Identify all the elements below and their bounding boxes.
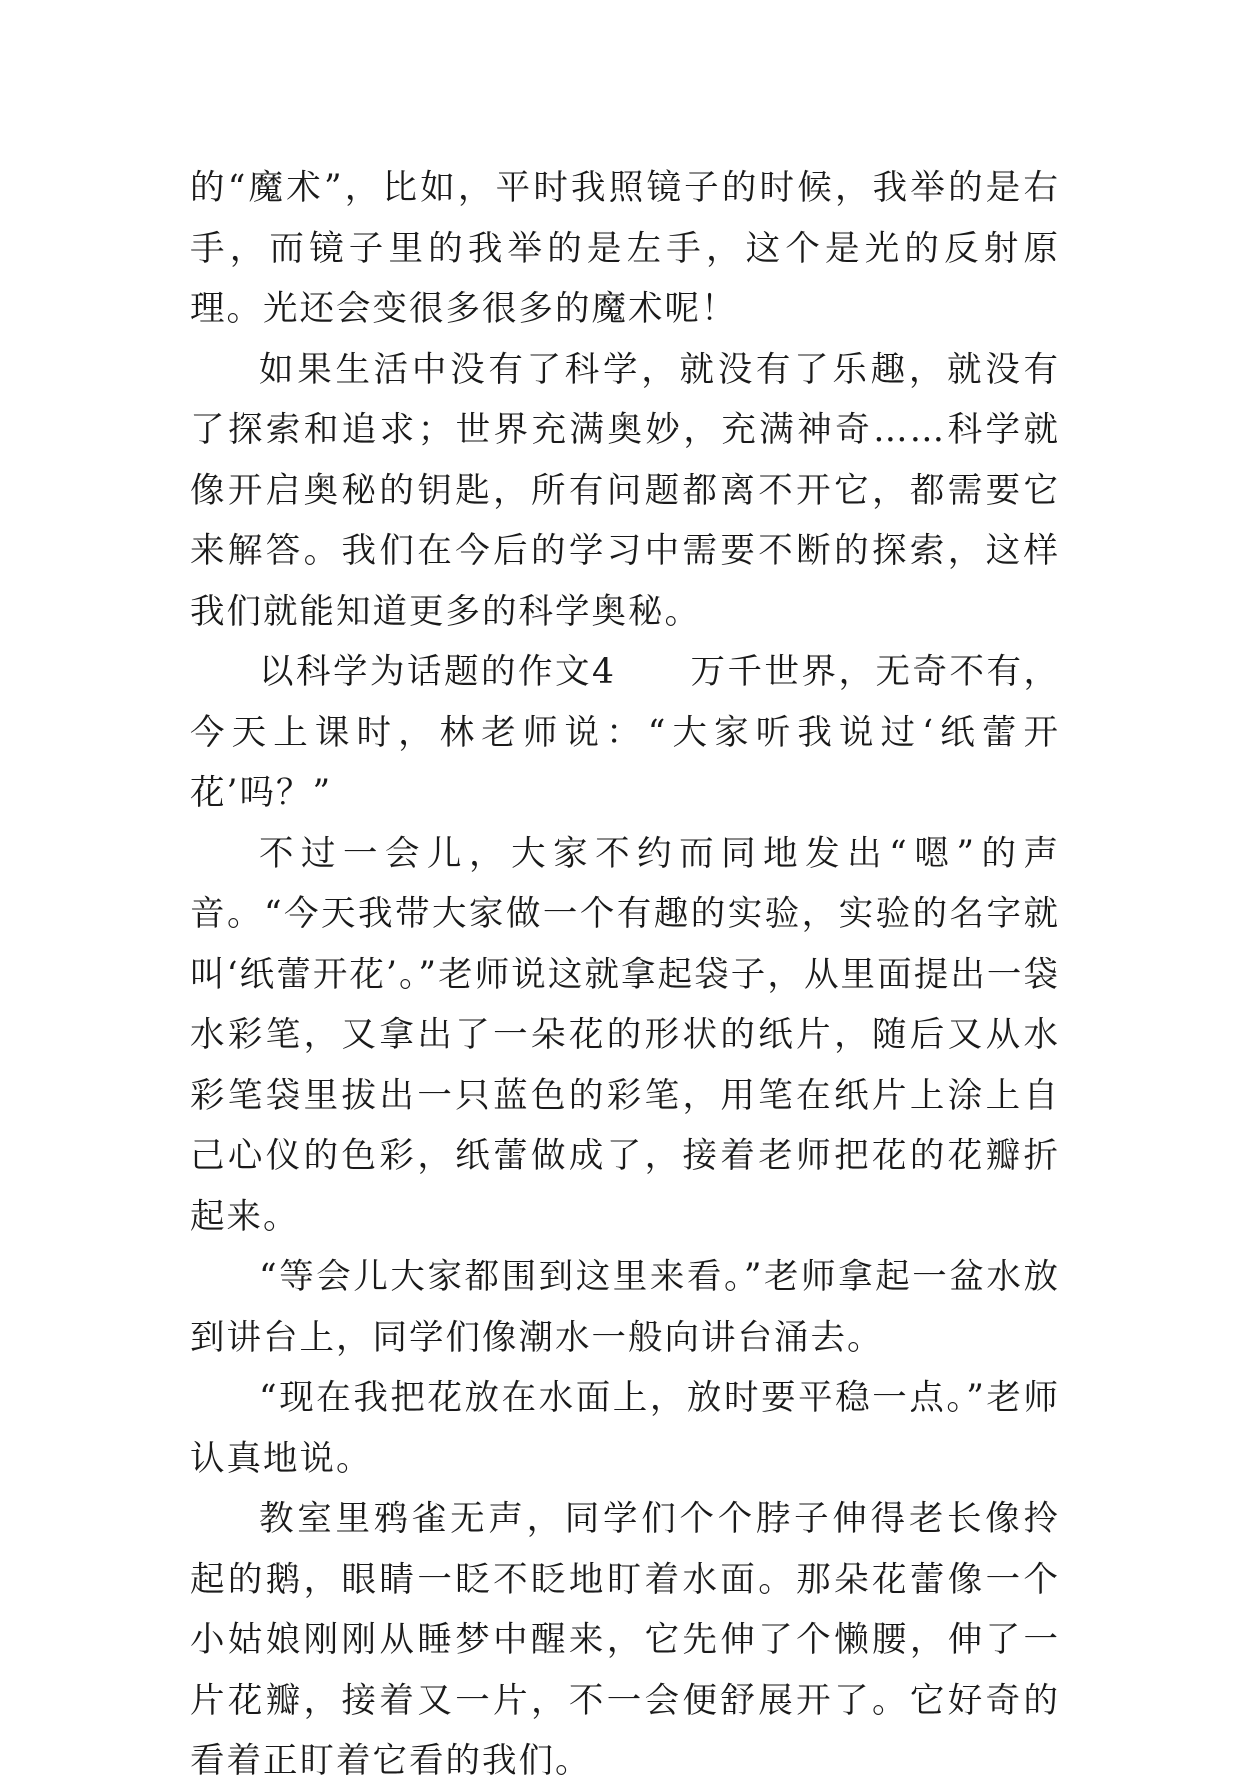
essay-body	[190, 158, 1060, 1792]
paragraph-1: 的“魔术”，比如，平时我照镜子的时候，我举的是右手，而镜子里的我举的是左手，这个是光的反射原理。光还会变很多很多的魔术呢！	[190, 168, 1060, 329]
paragraph-7: 教室里鸦雀无声，同学们个个脖子伸得老长像拎起的鹅，眼睛一眨不眨地盯着水面。那朵花蕾像一个小姑娘刚刚从睡梦中醒来，它先伸了个懒腰，伸了一片花瓣，接着又一片，不一会便舒展开了。它好奇的看着正盯着它看的我们。	[190, 1499, 1060, 1781]
paragraph-6: “现在我把花放在水面上，放时要平稳一点。”老师认真地说。	[190, 1378, 1060, 1479]
paragraph-2: 如果生活中没有了科学，就没有了乐趣，就没有了探索和追求；世界充满奥妙，充满神奇……科学就像开启奥秘的钥匙，所有问题都离不开它，都需要它来解答。我们在今后的学习中需要不断的探索，这样我们就能知道更多的科学奥秘。	[190, 349, 1060, 632]
paragraph-3: 以科学为话题的作文4 万千世界，无奇不有，今天上课时，林老师说：“大家听我说过‘纸蕾开花’吗？”	[190, 652, 1060, 813]
paragraph-5: “等会儿大家都围到这里来看。”老师拿起一盆水放到讲台上，同学们像潮水一般向讲台涌去。	[190, 1257, 1060, 1358]
paragraph-4: 不过一会儿，大家不约而同地发出“嗯”的声音。“今天我带大家做一个有趣的实验，实验的名字就叫‘纸蕾开花’。”老师说这就拿起袋子，从里面提出一袋水彩笔，又拿出了一朵花的形状的纸片，随后又从水彩笔袋里拔出一只蓝色的彩笔，用笔在纸片上涂上自己心仪的色彩，纸蕾做成了，接着老师把花的花瓣折起来。	[190, 833, 1060, 1237]
